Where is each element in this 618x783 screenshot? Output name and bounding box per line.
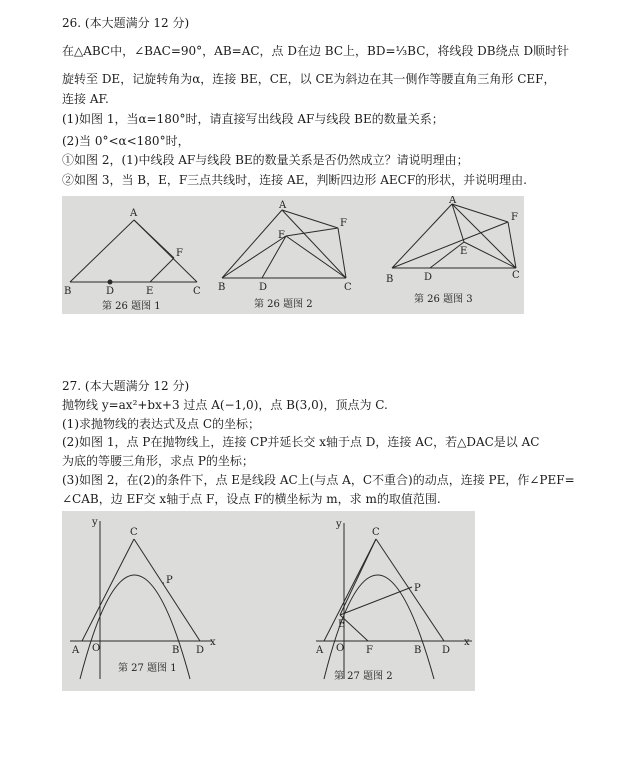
q26-line-7: ②如图 3，当 B，E，F三点共线时，连接 AE，判断四边形 AECF的形状，并说明理由. [62,173,527,187]
q26-line-4: (1)如图 1，当α=180°时，请直接写出线段 AF与线段 BE的数量关系； [62,112,444,126]
q26-fig3 [392,204,516,268]
q27-fig2-label-p: P [414,583,421,594]
q26-fig2-label-c: C [344,282,352,293]
q27-line-2: (1)求抛物线的表达式及点 C的坐标； [62,417,260,431]
q26-fig2 [222,210,346,278]
q27-fig1-label-o: O [92,643,101,654]
q26-fig3-caption: 第 26 题图 3 [414,294,473,305]
q26-header: 26. (本大题满分 12 分) [62,16,190,30]
q26-fig3-label-a: A [449,196,457,206]
q26-fig3-label-f: F [511,212,518,223]
q27-line-6: ∠CAB，边 EF交 x轴于点 F，设点 F的横坐标为 m，求 m的取值范围. [62,492,441,506]
q26-fig1-caption: 第 26 题图 1 [102,301,161,312]
q27-fig1-label-a: A [72,645,80,656]
q27-line-3: (2)如图 1，点 P在抛物线上，连接 CP并延长交 x轴于点 D，连接 AC，若△DAC是以 AC [62,435,540,449]
q26-fig1-label-f: F [176,248,183,259]
q26-fig2-label-e: E [278,230,286,241]
q27-line-4: 为底的等腰三角形，求点 P的坐标； [62,454,254,468]
q27-fig1-caption: 第 27 题图 1 [118,663,177,674]
q27-fig2-label-b: B [414,645,422,656]
q26-fig1-label-a: A [130,208,138,219]
q26-fig3-label-d: D [424,272,433,283]
q26-fig3-label-c: C [512,270,520,281]
q27-fig1-label-d: D [196,645,205,656]
q26-line-5: (2)当 0°<α<180°时， [62,134,190,148]
q27-figures-svg [62,511,475,691]
q26-figures-svg [62,196,524,314]
q27-fig1-label-y: y [92,517,98,528]
q27-fig2-label-f: F [366,645,373,656]
q26-line-6: ①如图 2，(1)中线段 AF与线段 BE的数量关系是否仍然成立？请说明理由； [62,153,469,167]
q27-fig1 [70,521,212,679]
q27-fig2-label-d: D [442,645,451,656]
q26-line-3: 连接 AF. [62,92,109,106]
q27-figure-strip [62,511,475,691]
q26-fig1-label-d: D [106,286,115,297]
q26-fig1-label-e: E [146,286,154,297]
q27-fig2-label-a: A [316,645,324,656]
q26-fig1-label-b: B [64,286,72,297]
q26-fig2-label-a: A [279,200,287,211]
q26-fig2-label-f: F [340,218,347,229]
q27-fig2-caption: 第 27 题图 2 [334,671,393,682]
q26-fig2-caption: 第 26 题图 2 [254,299,313,310]
q26-line-2: 旋转至 DE，记旋转角为α，连接 BE，CE，以 CE为斜边在其一侧作等腰直角三角形 CEF， [62,72,556,86]
q27-line-5: (3)如图 2，在(2)的条件下，点 E是线段 AC上(与点 A，C不重合)的动点，连接 PE，作∠PEF= [62,473,575,487]
q26-fig3-label-e: E [460,246,468,257]
q27-fig2-label-y: y [336,519,342,530]
q27-fig2-label-e: E [338,619,346,630]
q26-figure-strip [62,196,524,314]
q26-line-1: 在△ABC中，∠BAC=90°，AB=AC，点 D在边 BC上，BD=⅓BC，将线段 DB绕点 D顺时针 [62,44,570,58]
q26-fig2-label-d: D [259,282,268,293]
q27-fig1-label-c: C [130,527,138,538]
q26-fig2-label-b: B [218,282,226,293]
q26-fig3-label-b: B [386,274,394,285]
q27-fig1-label-x: x [210,637,216,648]
q27-fig1-label-p: P [166,575,173,586]
q27-fig1-label-b: B [172,645,180,656]
q27-line-1: 抛物线 y=ax²+bx+3 过点 A(−1,0)，点 B(3,0)，顶点为 C. [62,398,388,412]
q27-header: 27. (本大题满分 12 分) [62,379,190,393]
q27-fig2-label-o: O [336,643,345,654]
q26-fig1-label-c: C [193,286,201,297]
q27-fig2-label-c: C [372,527,380,538]
q27-fig2-label-x: x [464,637,470,648]
